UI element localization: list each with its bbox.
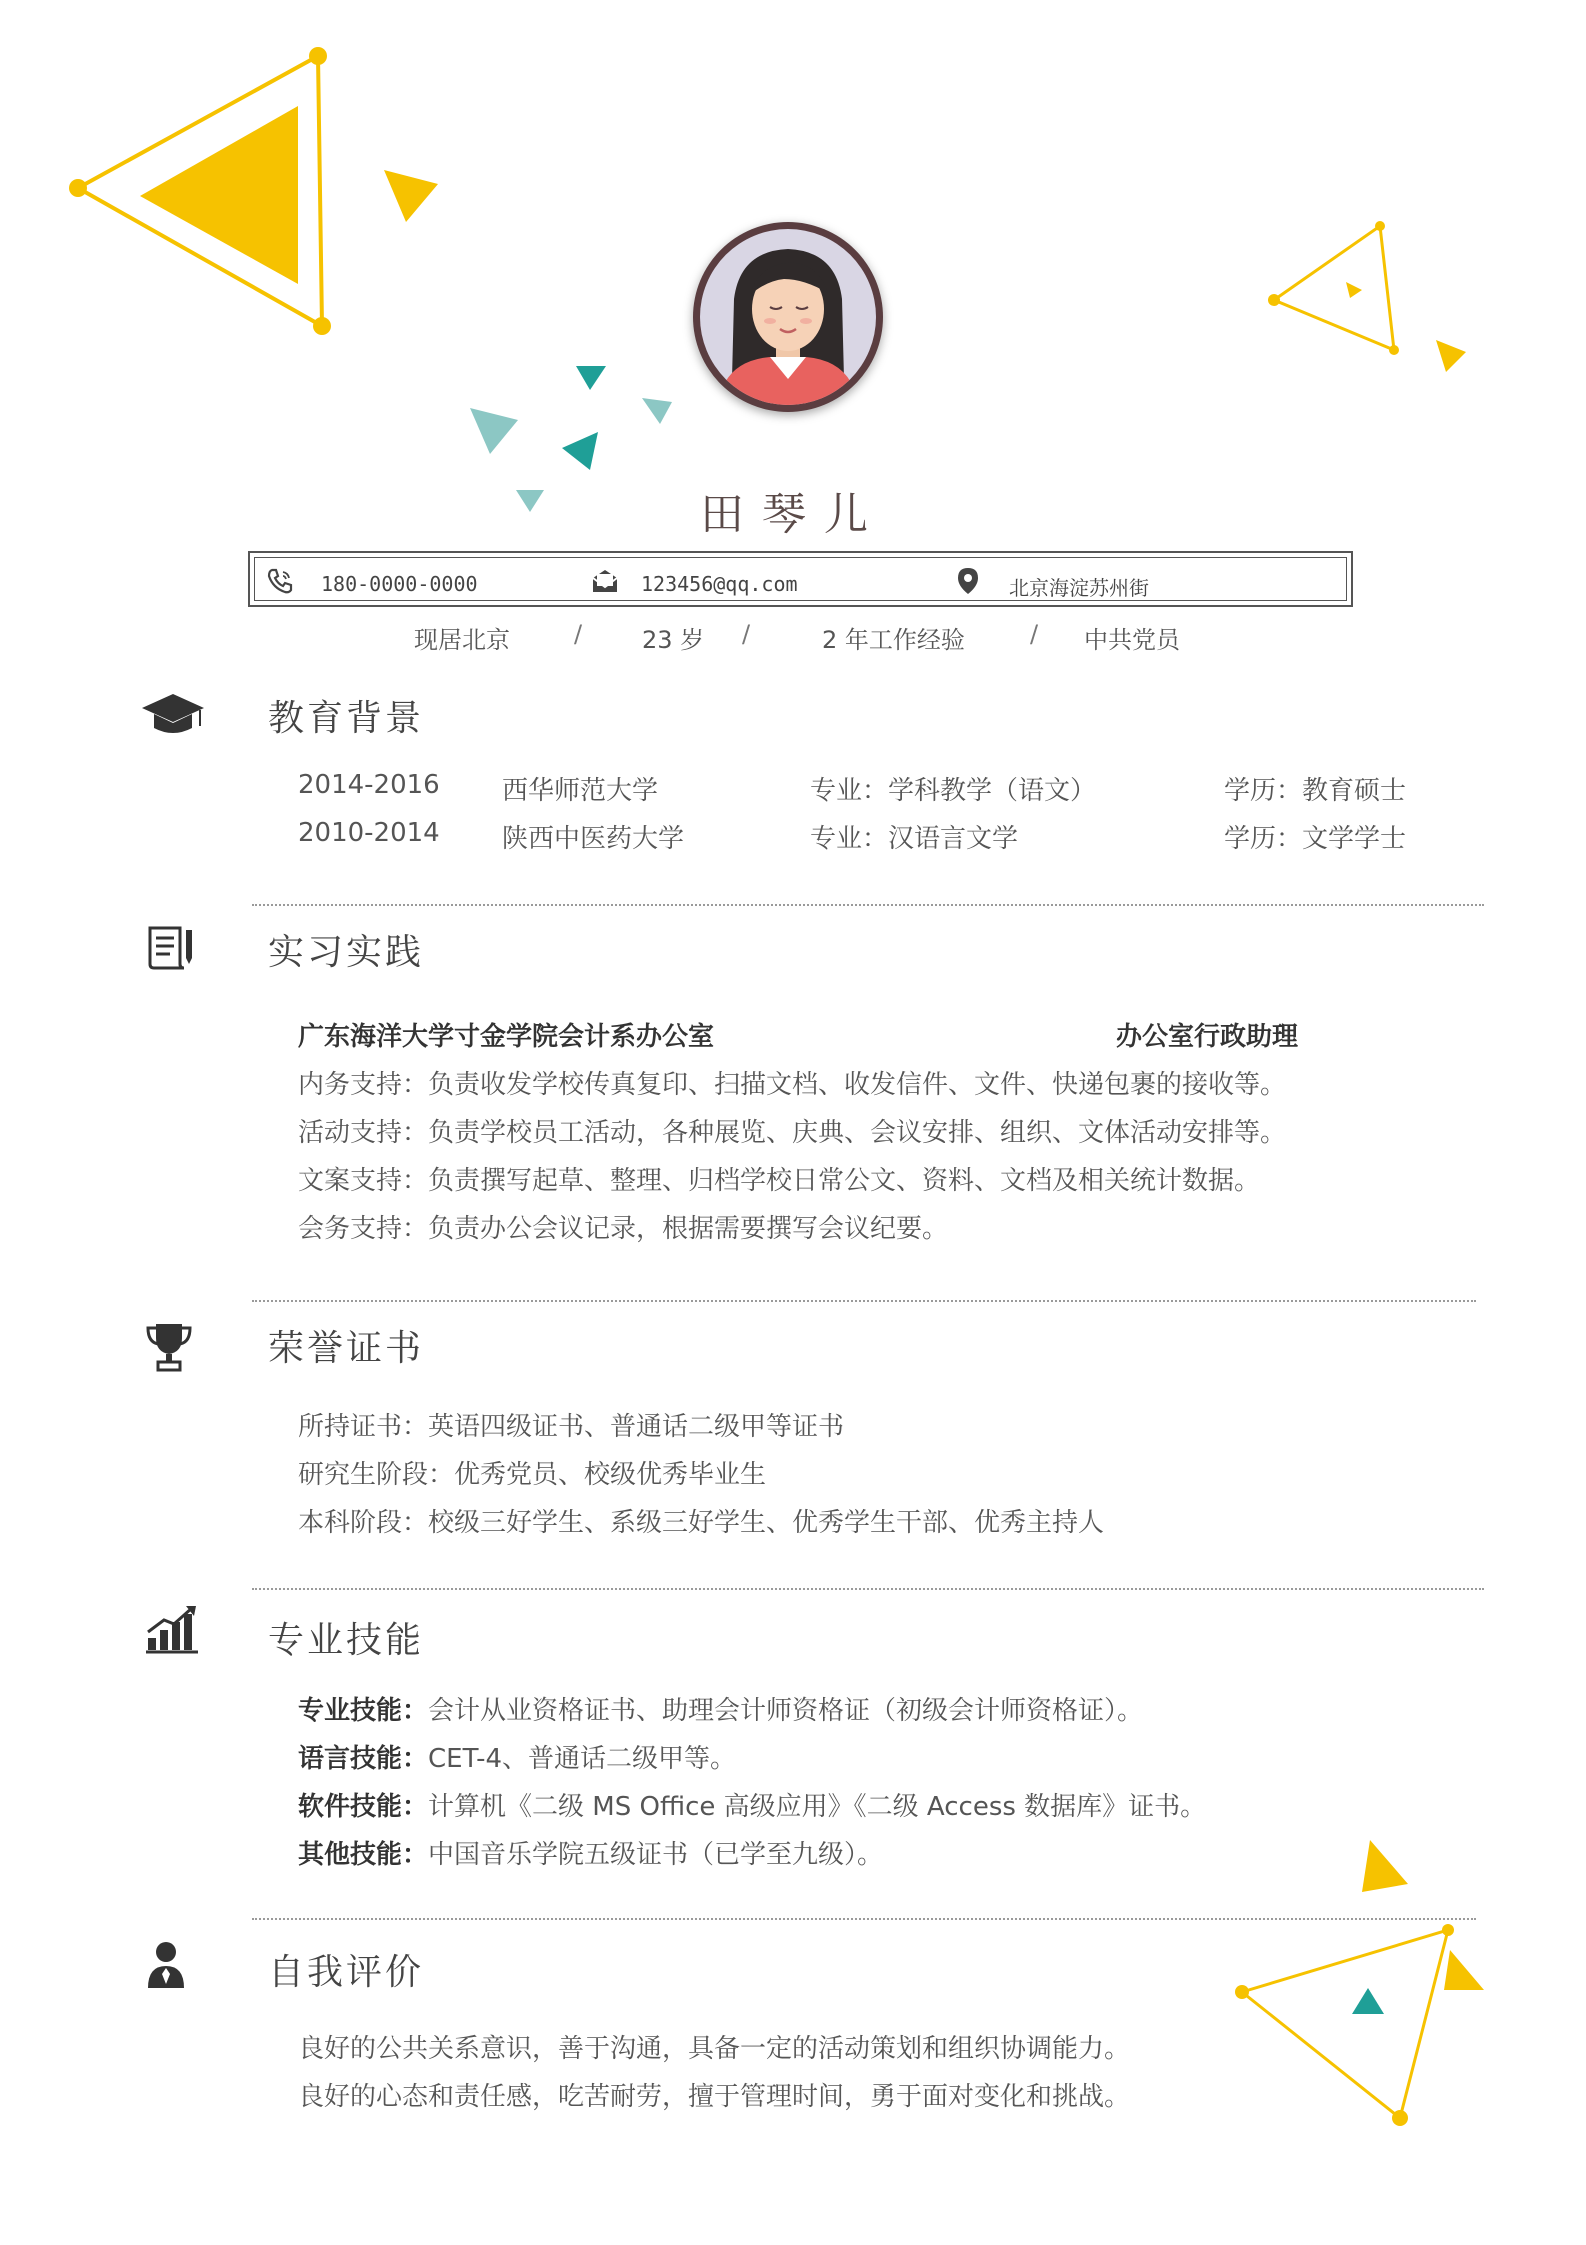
skill-label: 语言技能： <box>298 1744 429 1774</box>
list-item: 活动支持：负责学校员工活动，各种展览、庆典、会议安排、组织、文体活动安排等。 <box>298 1118 1287 1148</box>
list-item <box>298 1738 736 1775</box>
education-degree: 学历：教育硕士 <box>1224 776 1407 806</box>
list-item <box>298 1690 1143 1727</box>
skill-label: 专业技能： <box>298 1696 429 1726</box>
honors-title: 荣誉证书 <box>268 1328 425 1369</box>
skill-text: 计算机《二级 MS Office 高级应用》《二级 Access 数据库》证书。 <box>428 1792 1207 1822</box>
list-item <box>298 1786 1206 1823</box>
document-pen-icon <box>144 924 196 976</box>
list-item: 良好的公共关系意识，善于沟通，具备一定的活动策划和组织协调能力。 <box>298 2034 1131 2064</box>
avatar <box>693 222 883 412</box>
skill-text: CET-4、普通话二级甲等。 <box>428 1744 737 1774</box>
skill-text: 中国音乐学院五级证书（已学至九级）。 <box>428 1840 884 1870</box>
education-degree: 学历：文学学士 <box>1224 824 1407 854</box>
list-item: 内务支持：负责收发学校传真复印、扫描文档、收发信件、文件、快递包裹的接收等。 <box>298 1070 1287 1100</box>
education-title: 教育背景 <box>268 698 425 739</box>
internship-organization: 广东海洋大学寸金学院会计系办公室 <box>298 1022 715 1052</box>
education-school: 西华师范大学 <box>502 776 659 806</box>
section-divider <box>252 1588 1484 1590</box>
avatar-illustration <box>700 229 876 405</box>
section-divider <box>252 1918 1476 1920</box>
trophy-icon <box>144 1320 194 1376</box>
list-item: 本科阶段：校级三好学生、系级三好学生、优秀学生干部、优秀主持人 <box>298 1508 1105 1538</box>
experience: 2 年工作经验 <box>822 626 965 654</box>
contact-bar-inner <box>254 557 1347 601</box>
list-item: 文案支持：负责撰写起草、整理、归档学校日常公文、资料、文档及相关统计数据。 <box>298 1166 1261 1196</box>
internship-role: 办公室行政助理 <box>1116 1022 1299 1052</box>
section-divider <box>252 904 1484 906</box>
graduation-cap-icon <box>140 690 206 744</box>
self-evaluation-title: 自我评价 <box>268 1952 425 1993</box>
section-divider <box>252 1300 1476 1302</box>
skill-label: 软件技能： <box>298 1792 429 1822</box>
list-item <box>298 1834 883 1871</box>
email-icon <box>589 566 621 600</box>
politics: 中共党员 <box>1084 626 1180 654</box>
separator-1: / <box>574 620 583 648</box>
list-item: 良好的心态和责任感，吃苦耐劳，擅于管理时间，勇于面对变化和挑战。 <box>298 2082 1131 2112</box>
education-years: 2014-2016 <box>298 770 440 800</box>
separator-3: / <box>1030 620 1039 648</box>
bar-chart-icon <box>144 1604 200 1660</box>
list-item: 会务支持：负责办公会议记录，根据需要撰写会议纪要。 <box>298 1214 949 1244</box>
skill-label: 其他技能： <box>298 1840 429 1870</box>
education-school: 陕西中医药大学 <box>502 824 685 854</box>
phone-icon <box>265 566 295 600</box>
education-major: 专业：汉语言文学 <box>810 824 1019 854</box>
phone-number[interactable]: 180-0000-0000 <box>321 572 478 596</box>
contact-bar <box>248 551 1353 607</box>
candidate-name: 田琴儿 <box>700 489 886 540</box>
separator-2: / <box>742 620 751 648</box>
user-icon <box>146 1940 186 1994</box>
address: 北京海淀苏州街 <box>1009 576 1149 600</box>
list-item: 所持证书：英语四级证书、普通话二级甲等证书 <box>298 1412 845 1442</box>
internship-title: 实习实践 <box>268 932 425 973</box>
education-major: 专业：学科教学（语文） <box>810 776 1097 806</box>
age: 23 岁 <box>642 626 705 654</box>
skills-title: 专业技能 <box>268 1620 425 1661</box>
residence: 现居北京 <box>414 626 510 654</box>
skill-text: 会计从业资格证书、助理会计师资格证（初级会计师资格证）。 <box>428 1696 1144 1726</box>
email-address[interactable]: 123456@qq.com <box>641 572 798 596</box>
list-item: 研究生阶段：优秀党员、校级优秀毕业生 <box>298 1460 767 1490</box>
education-years: 2010-2014 <box>298 818 440 848</box>
location-pin-icon <box>955 566 981 600</box>
